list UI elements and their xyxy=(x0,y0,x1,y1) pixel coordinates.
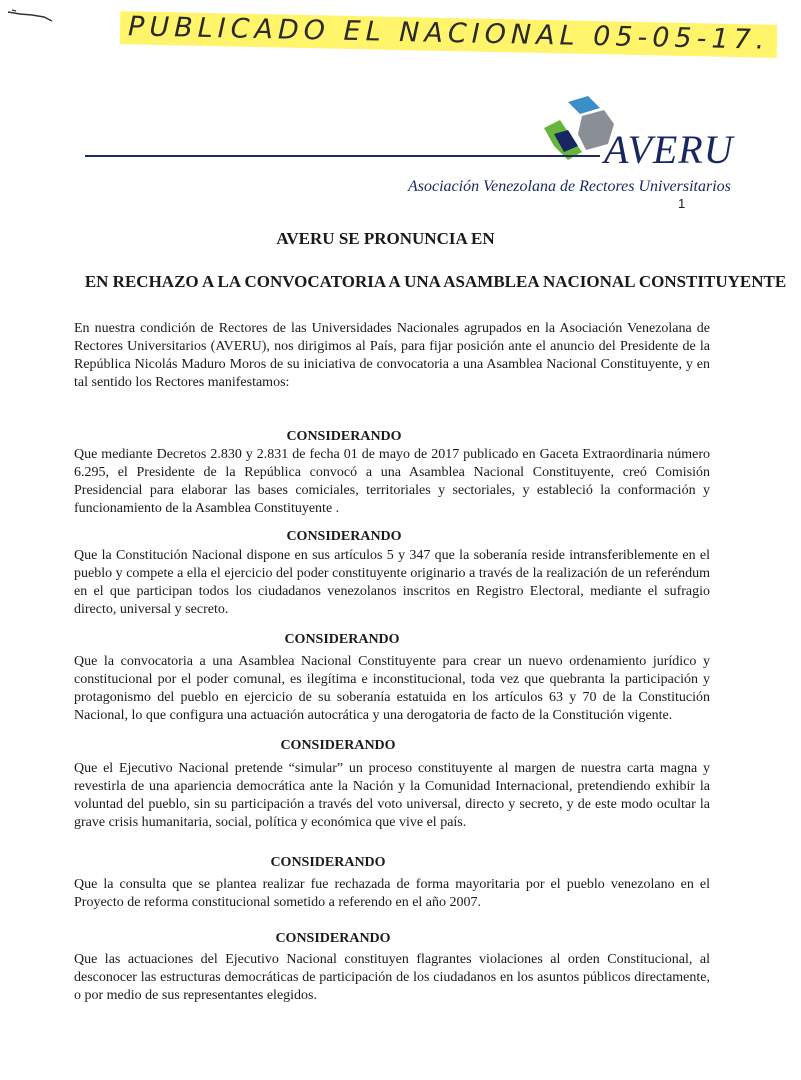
considerando-paragraph: Que la consulta que se plantea realizar fue rechazada de forma mayoritaria por el pueblo venezolano en el Proyecto de reforma constitucional sometido a referendo en el año 2007. xyxy=(74,877,710,910)
page-number: 1 xyxy=(678,196,686,211)
pen-scribble xyxy=(6,6,56,26)
averu-logo-text: AVERU xyxy=(604,127,734,172)
considerando-paragraph: Que las actuaciones del Ejecutivo Nacional constituyen flagrantes violaciones al orden Constitucional, al desconocer las estructuras democráticas de participación de los ciudadanos en los asuntos públicos directamente, o por medio de sus representantes elegidos. xyxy=(74,952,710,1003)
association-name: Asociación Venezolana de Rectores Universitarios xyxy=(408,178,731,195)
document-title-line-1: AVERU SE PRONUNCIA EN xyxy=(276,229,495,248)
document-title-line-2: EN RECHAZO A LA CONVOCATORIA A UNA ASAMBLEA NACIONAL CONSTITUYENTE xyxy=(84,272,787,291)
considerando-heading: CONSIDERANDO xyxy=(270,855,386,870)
header-rule xyxy=(85,155,600,157)
considerando-paragraph: Que mediante Decretos 2.830 y 2.831 de fecha 01 de mayo de 2017 publicado en Gaceta Extraordinaria número 6.295, el Presidente de la República convocó a una Asamblea Nacional Constituyente, creó Comisión Presidencial para elaborar las bases comiciales, territoriales y sectoriales, y estableció la conformación y funcionamiento de la Asamblea Constituyente . xyxy=(74,447,710,516)
considerando-paragraph: Que la Constitución Nacional dispone en sus artículos 5 y 347 que la soberanía reside intransferiblemente en el pueblo y compete a ella el ejercicio del poder constituyente originario a través de la realización de un referéndum en el que participan todos los ciudadanos venezolanos inscritos en Registro Electoral, mediante el sufragio directo, universal y secreto. xyxy=(74,548,710,617)
considerando-heading: CONSIDERANDO xyxy=(286,429,402,444)
intro-paragraph: En nuestra condición de Rectores de las Universidades Nacionales agrupados en la Asociación Venezolana de Rectores Universitarios (AVERU), nos dirigimos al País, para fijar posición ante el anuncio del Presidente de la República Nicolás Maduro Moros de su iniciativa de convocatoria a una Asamblea Nacional Constituyente, y en tal sentido los Rectores manifestamos: xyxy=(74,321,710,390)
considerando-heading: CONSIDERANDO xyxy=(284,632,400,647)
considerando-paragraph: Que el Ejecutivo Nacional pretende “simular” un proceso constituyente al margen de nuestra carta magna y revestirla de una apariencia democrática ante la Nación y la Comunidad Internacional, pretendiendo exhibir la voluntad del pueblo, sin su participación a través del voto universal, directo y secreto, y de este modo ocultar la grave crisis humanitaria, social, política y económica que vive el país. xyxy=(74,761,710,830)
considerando-heading: CONSIDERANDO xyxy=(275,931,391,946)
considerando-heading: CONSIDERANDO xyxy=(280,738,396,753)
handwritten-publication-note: PUBLICADO EL NACIONAL 05-05-17. xyxy=(120,11,778,58)
considerando-heading: CONSIDERANDO xyxy=(286,529,402,544)
considerando-paragraph: Que la convocatoria a una Asamblea Nacional Constituyente para crear un nuevo ordenamiento jurídico y constitucional por el poder comunal, es ilegítima e inconstitucional, toda vez que quebranta la participación y protagonismo del pueblo en ejercicio de su soberanía estatuida en los artículos 63 y 70 de la Constitución Nacional, lo que configura una actuación autocrática y una derogatoria de facto de la Constitución vigente. xyxy=(74,654,710,723)
